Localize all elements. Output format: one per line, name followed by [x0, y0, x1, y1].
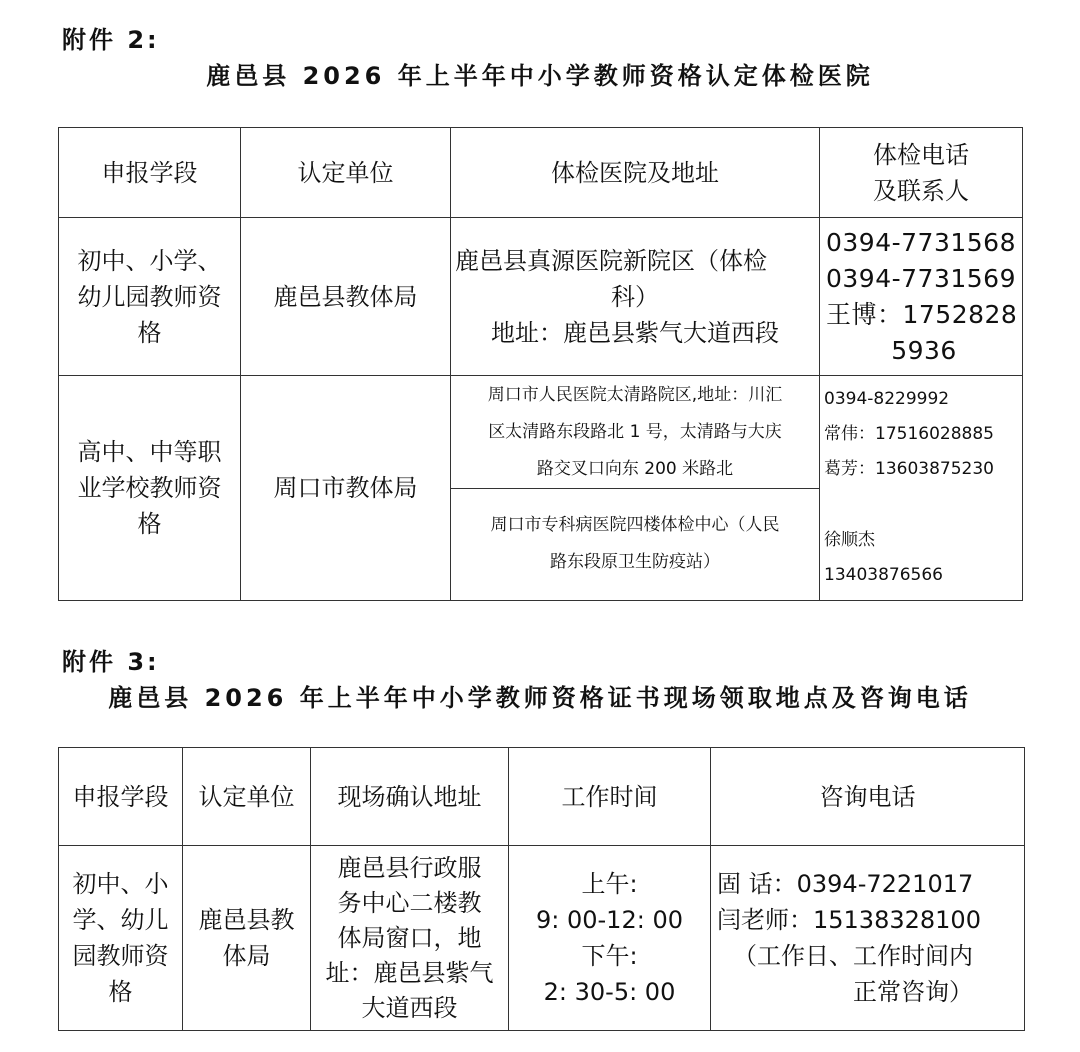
hours-line: 2: 30-5: 00: [543, 978, 676, 1006]
consult-phone-line: 固 话：0394-7221017: [717, 870, 974, 898]
stage-line: 幼儿园教师资: [77, 282, 222, 311]
header-unit: 认定单位: [241, 128, 451, 218]
header-phone-line1: 体检电话: [873, 140, 969, 169]
hospital-cell: [451, 489, 820, 601]
consult-cell: [711, 846, 1025, 1031]
header-hospital: 体检医院及地址: [451, 128, 820, 218]
contact-line: 王博：1752828: [826, 299, 1018, 329]
hospital-line: 区太清路东段路北 1 号，太清路与大庆: [488, 421, 782, 442]
certificate-pickup-table: [58, 747, 1025, 1031]
header-stage: 申报学段: [59, 128, 241, 218]
unit-line: 鹿邑县教: [198, 906, 295, 934]
header-unit: 认定单位: [183, 748, 311, 846]
hours-line: 下午:: [581, 942, 638, 970]
hospital-line: 周口市人民医院太清路院区,地址：川汇: [487, 384, 783, 405]
attachment-2-title: 鹿邑县 2026 年上半年中小学教师资格认定体检医院: [206, 62, 874, 90]
hospital-cell: [451, 218, 820, 376]
phone-line: 13403876566: [824, 565, 943, 585]
attachment-2-label: 附件 2:: [62, 26, 160, 54]
hospital-line: 鹿邑县真源医院新院区（体检: [455, 246, 767, 275]
header-address: 现场确认地址: [311, 748, 509, 846]
hospital-line: 科）: [611, 282, 659, 311]
header-stage: 申报学段: [59, 748, 183, 846]
table-row: [59, 376, 1023, 489]
stage-line: 格: [137, 510, 162, 538]
stage-line: 业学校教师资: [77, 474, 222, 502]
attachment-3-title: 鹿邑县 2026 年上半年中小学教师资格证书现场领取地点及咨询电话: [108, 684, 972, 712]
hours-cell: [509, 846, 711, 1031]
address-line: 址：鹿邑县紫气: [325, 958, 494, 987]
consult-note-line: （工作日、工作时间内: [733, 942, 973, 970]
hours-line: 上午:: [581, 870, 638, 898]
hospital-address-line: 地址：鹿邑县紫气大道西段: [491, 318, 779, 347]
stage-line: 初中、小: [72, 870, 169, 898]
unit-line: 体局: [222, 942, 271, 970]
phone-line: 0394-7731569: [826, 263, 1016, 293]
phone-cell: [820, 218, 1023, 376]
stage-line: 学、幼儿: [72, 906, 169, 934]
header-phone-line2: 及联系人: [873, 176, 969, 205]
header-phone: [820, 128, 1023, 218]
phone-line: 0394-7731568: [826, 227, 1016, 257]
table-header-row: [59, 748, 1025, 846]
address-line: 鹿邑县行政服: [337, 853, 482, 882]
stage-cell: [59, 376, 241, 601]
unit-cell: 周口市教体局: [241, 376, 451, 601]
contact-line: 5936: [891, 335, 957, 365]
exam-hospital-table: [58, 127, 1023, 601]
hospital-cell: [451, 376, 820, 489]
stage-cell: [59, 218, 241, 376]
consult-contact-line: 闫老师：15138328100: [717, 906, 981, 934]
contact-line: 葛芳：13603875230: [824, 459, 994, 479]
table-row: [59, 846, 1025, 1031]
address-line: 务中心二楼教: [337, 888, 482, 917]
attachment-3-label: 附件 3:: [62, 648, 160, 676]
hospital-line: 周口市专科病医院四楼体检中心（人民: [490, 515, 780, 535]
consult-note-line: 正常咨询）: [853, 978, 973, 1006]
unit-cell: 鹿邑县教体局: [241, 218, 451, 376]
phone-line: 0394-8229992: [824, 389, 950, 409]
phone-cell: [820, 376, 1023, 601]
contact-line: 徐顺杰: [824, 530, 875, 550]
address-line: 大道西段: [361, 993, 458, 1022]
contact-line: 常伟：17516028885: [824, 424, 994, 444]
table-header-row: [59, 128, 1023, 218]
table-row: [59, 218, 1023, 376]
stage-line: 初中、小学、: [77, 246, 222, 275]
stage-line: 格: [137, 318, 162, 347]
stage-line: 格: [108, 978, 133, 1006]
stage-line: 园教师资: [72, 942, 169, 970]
header-hours: 工作时间: [509, 748, 711, 846]
hospital-line: 路东段原卫生防疫站）: [550, 552, 720, 572]
stage-cell: [59, 846, 183, 1031]
unit-cell: [183, 846, 311, 1031]
address-line: 体局窗口，地: [337, 923, 482, 952]
hours-line: 9: 00-12: 00: [536, 906, 683, 934]
hospital-line: 路交叉口向东 200 米路北: [536, 458, 734, 479]
stage-line: 高中、中等职: [77, 438, 222, 466]
header-consult: 咨询电话: [711, 748, 1025, 846]
address-cell: [311, 846, 509, 1031]
